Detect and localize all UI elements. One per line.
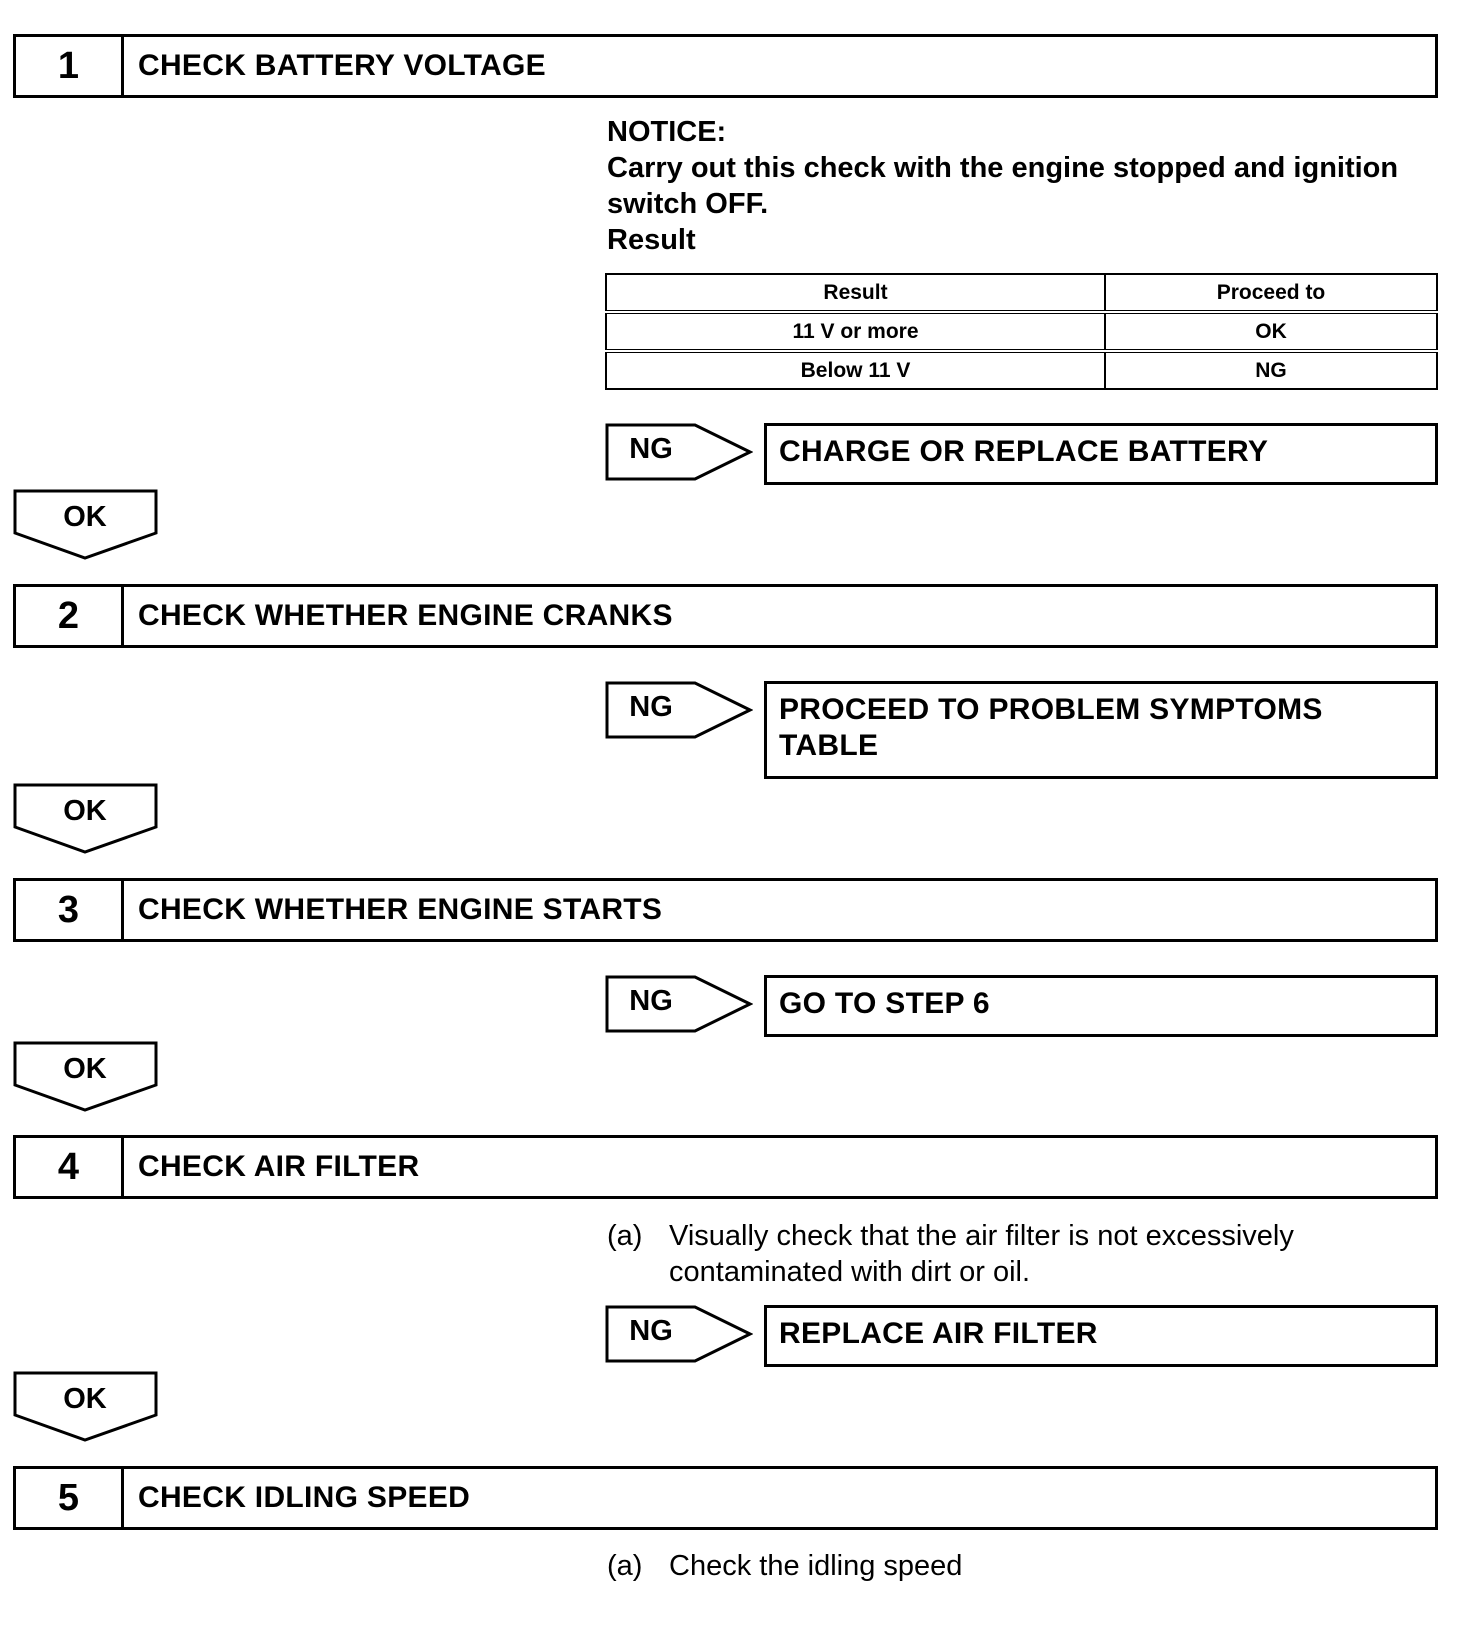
ng-result-charge-battery: CHARGE OR REPLACE BATTERY [764, 423, 1438, 485]
table-row [606, 351, 1437, 389]
step-1-header [13, 34, 1438, 98]
step-title: CHECK BATTERY VOLTAGE [138, 49, 546, 82]
ok-label: OK [63, 1053, 107, 1085]
table-cell: NG [1105, 351, 1437, 389]
table-header: Proceed to [1105, 274, 1437, 312]
step-3-header [13, 878, 1438, 942]
ok-label: OK [63, 1383, 107, 1415]
notice-text: Carry out this check with the engine stopped and ignition switch OFF. [607, 152, 1399, 220]
step-4-header [13, 1135, 1438, 1199]
notice-block [607, 114, 1457, 258]
table-row [606, 312, 1437, 351]
sub-step-text: Visually check that the air filter is not excessively contaminated with dirt or oil. [669, 1220, 1294, 1288]
ng-label: NG [629, 691, 673, 723]
step-title: CHECK WHETHER ENGINE STARTS [138, 893, 663, 926]
step-title: CHECK AIR FILTER [138, 1150, 420, 1183]
table-cell: Below 11 V [606, 351, 1105, 389]
step-number: 1 [16, 37, 124, 95]
step-number: 4 [16, 1138, 124, 1196]
sub-step-label: (a) [607, 1550, 643, 1582]
table-cell: 11 V or more [606, 312, 1105, 351]
table-header-row [606, 274, 1437, 312]
step-number: 5 [16, 1469, 124, 1527]
ng-label: NG [629, 1315, 673, 1347]
result-label: Result [607, 224, 696, 256]
ok-label: OK [63, 501, 107, 533]
ng-result-go-to-step-6: GO TO STEP 6 [764, 975, 1438, 1037]
step-title: CHECK WHETHER ENGINE CRANKS [138, 599, 673, 632]
sub-step-label: (a) [607, 1220, 643, 1252]
ng-result-replace-air-filter: REPLACE AIR FILTER [764, 1305, 1438, 1367]
step-2-header [13, 584, 1438, 648]
ok-label: OK [63, 795, 107, 827]
result-table [605, 273, 1438, 390]
sub-step-text: Check the idling speed [669, 1550, 963, 1582]
step-title: CHECK IDLING SPEED [138, 1481, 471, 1514]
table-cell: OK [1105, 312, 1437, 351]
ng-label: NG [629, 985, 673, 1017]
table-header: Result [606, 274, 1105, 312]
step-5-header [13, 1466, 1438, 1530]
ng-label: NG [629, 433, 673, 465]
ng-result-problem-symptoms: PROCEED TO PROBLEM SYMPTOMS TABLE [764, 681, 1438, 779]
step-number: 3 [16, 881, 124, 939]
notice-heading: NOTICE: [607, 116, 727, 148]
step-number: 2 [16, 587, 124, 645]
